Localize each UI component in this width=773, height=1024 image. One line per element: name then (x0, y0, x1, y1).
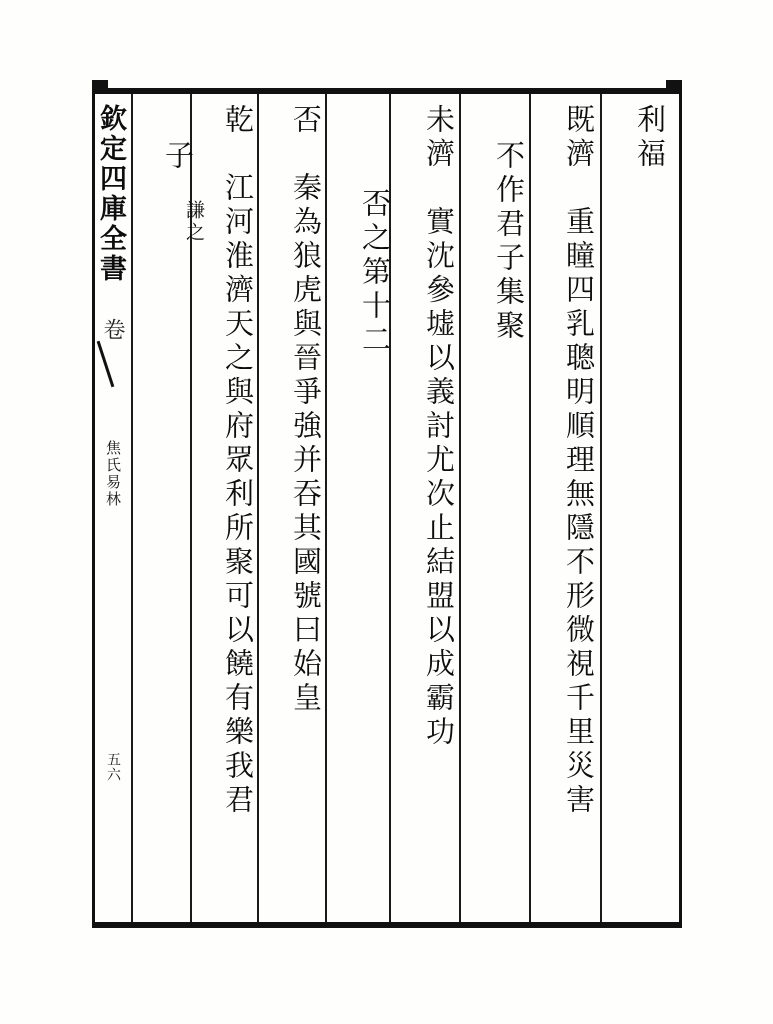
column-rule (459, 94, 461, 922)
column-rule (257, 94, 259, 922)
block-frame-top-rule (92, 88, 682, 94)
text-column-1: 利福 (633, 104, 667, 172)
series-title: 欽定四庫全書 (95, 104, 126, 284)
volume-mark: 卷 (100, 318, 125, 340)
text-column-8: 子 (161, 140, 195, 174)
page-number: 五六 (105, 752, 121, 782)
text-column-4: 未濟 實沈參墟以義討尤次止結盟以成霸功 (422, 104, 456, 750)
column-rule (131, 94, 133, 922)
column-rule (529, 94, 531, 922)
corner-mark-right-icon (666, 80, 682, 90)
book-title: 焦氏易林 (104, 440, 122, 508)
text-column-5: 否之第十二 (358, 188, 392, 358)
block-frame-bottom-rule (92, 922, 682, 928)
column-rule (325, 94, 327, 922)
text-column-2: 既濟 重瞳四乳聰明順理無隱不形微視千里災害 (562, 104, 596, 818)
corner-mark-left-icon (92, 80, 108, 90)
text-column-7: 乾 江河淮濟天之與府眾利所聚可以饒有樂我君 (221, 104, 255, 818)
text-column-6: 否 秦為狼虎與晉爭強并吞其國號曰始皇 (289, 104, 323, 716)
text-column-3: 不作君子集聚 (492, 140, 526, 344)
inline-annotation: 謙之 (183, 200, 205, 244)
column-rule (600, 94, 602, 922)
